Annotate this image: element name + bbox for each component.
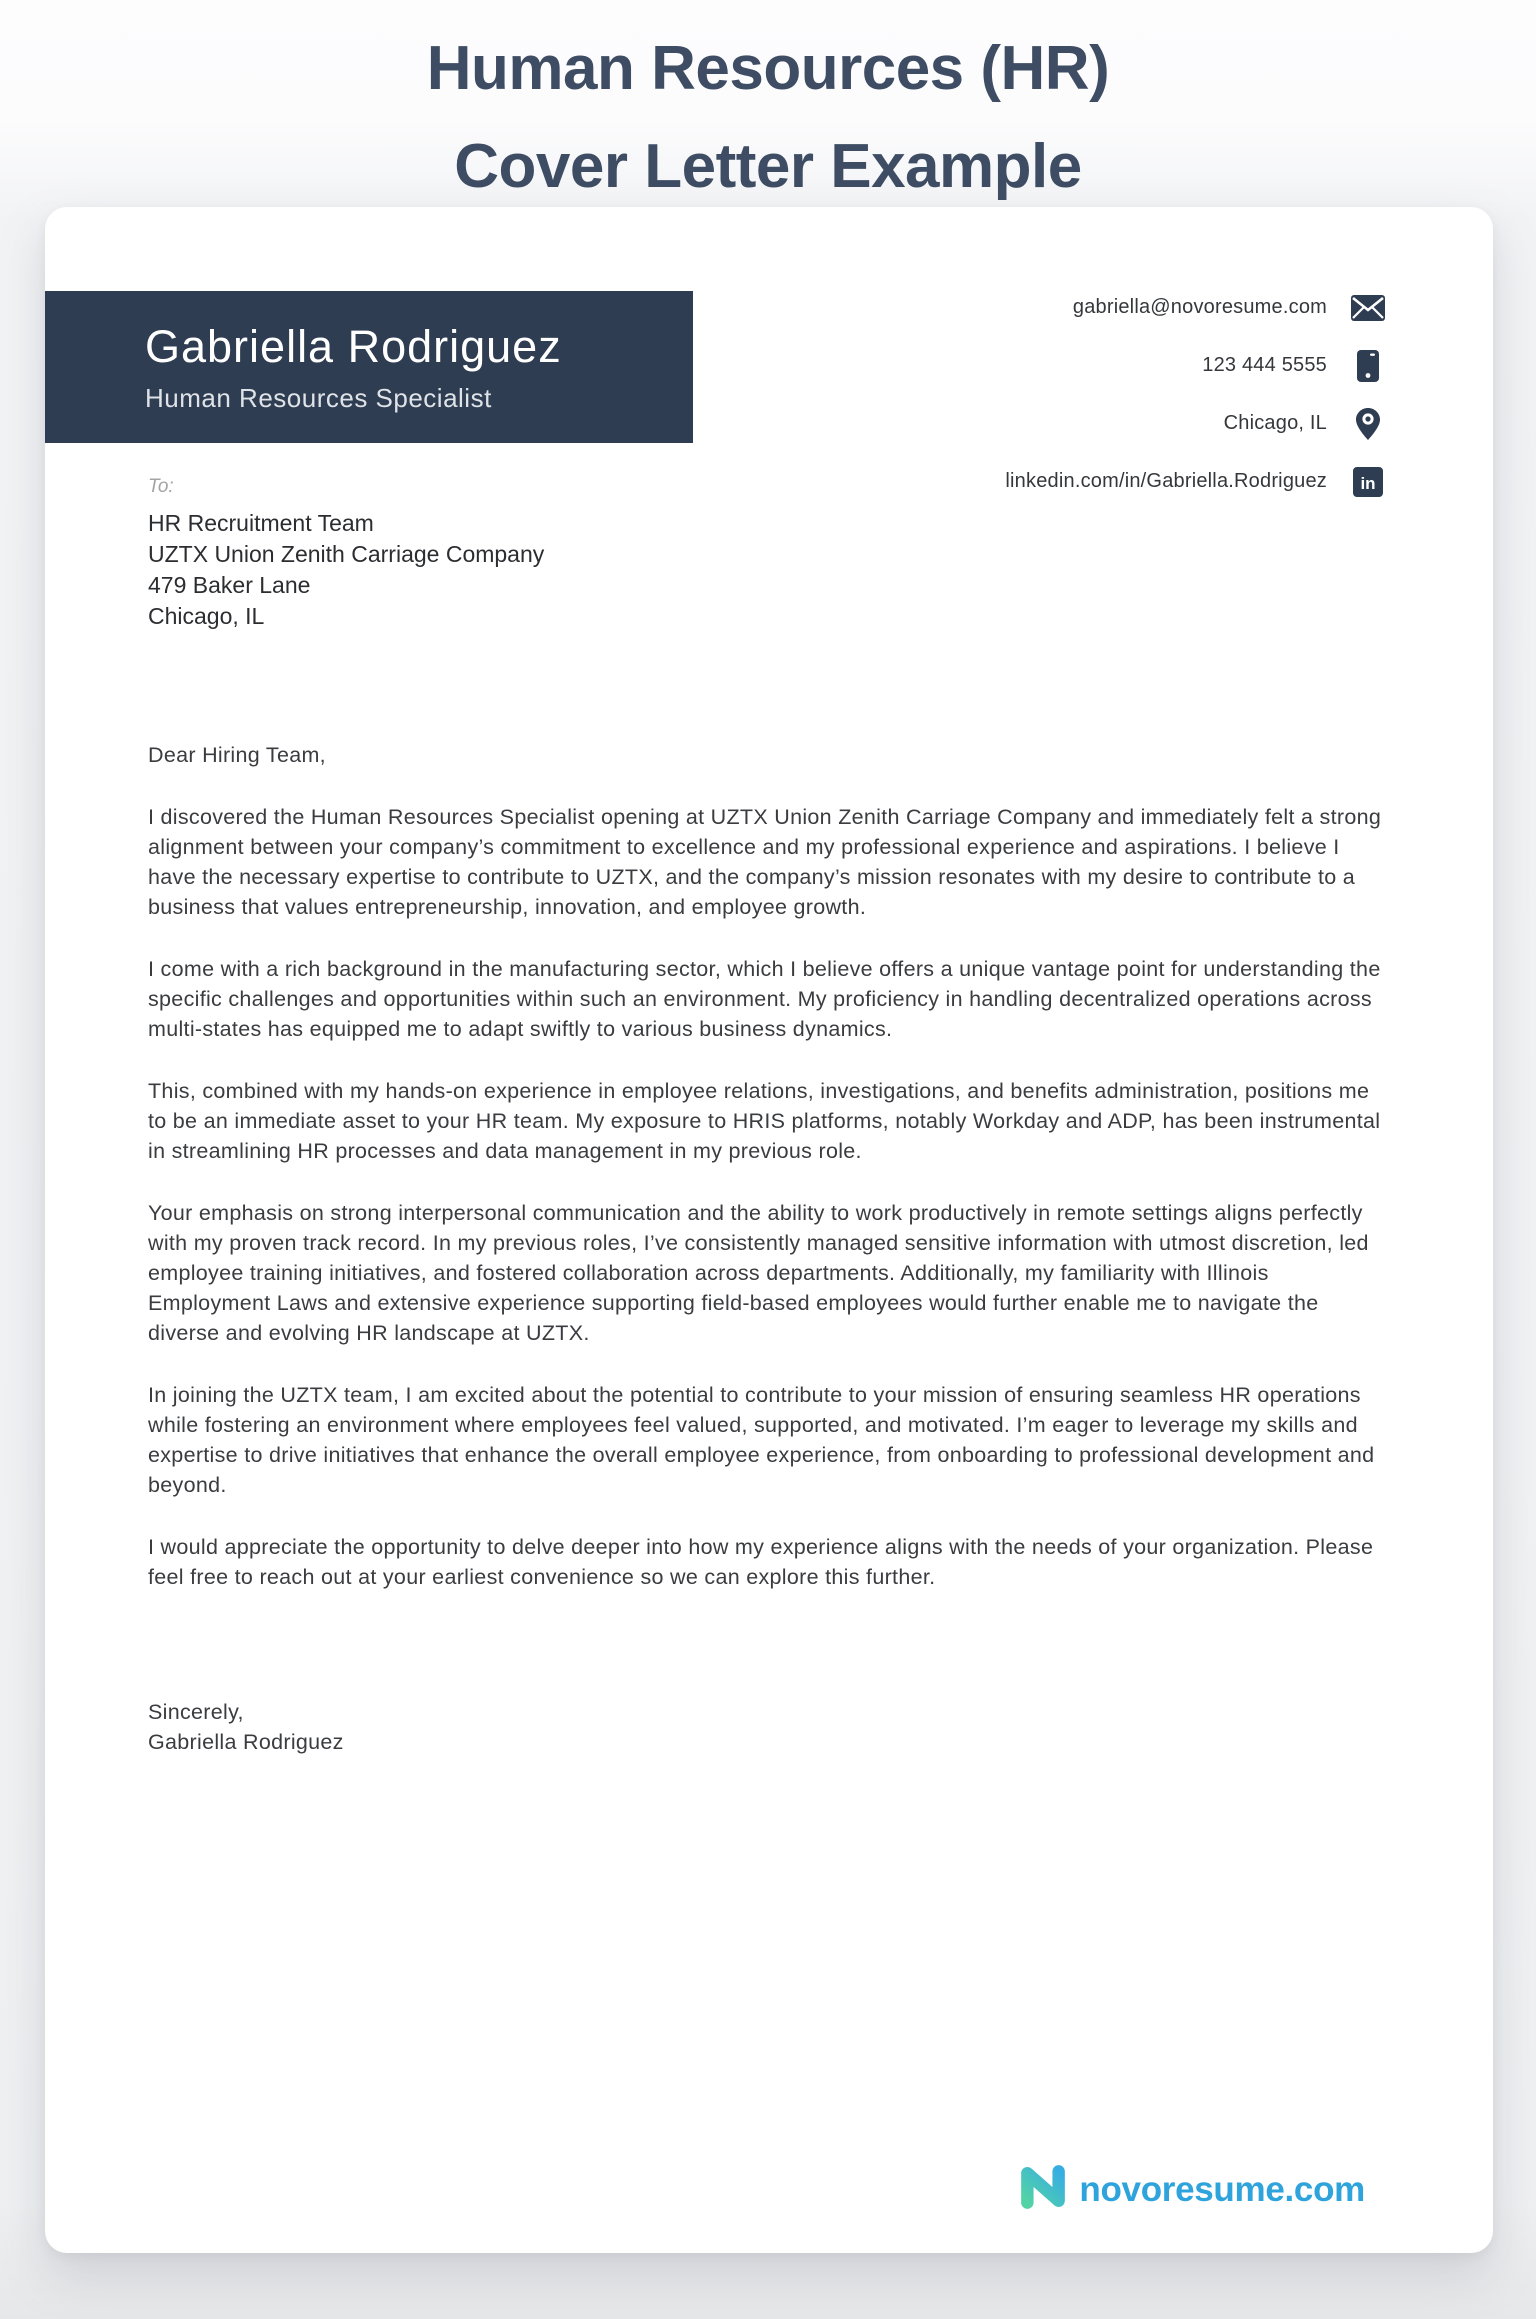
paragraph-2: I come with a rich background in the manufacturing sector, which I believe offers a unique vantage point for understanding the specific challenges and opportunities within such an environment. My proficiency in handling decentralized operations across multi-states has equipped me to adapt swiftly to various business dynamics.: [148, 957, 1381, 1041]
contact-email: gabriella@novoresume.com: [1072, 296, 1327, 318]
letter-body: [148, 740, 1393, 1757]
paragraph-5: In joining the UZTX team, I am excited about the potential to contribute to your mission of ensuring seamless HR operations while fostering an environment where employees feel valued, supported, and motivated. I’m eager to leverage my skills and expertise to drive initiatives that enhance the overall employee experience, from onboarding to professional development and beyond.: [148, 1383, 1375, 1497]
to-label: To:: [148, 476, 174, 497]
page-title: [0, 20, 1536, 216]
signature-name: Gabriella Rodriguez: [148, 1730, 344, 1754]
contact-phone: 123 444 5555: [1202, 354, 1327, 376]
paragraph-3: This, combined with my hands-on experience in employee relations, investigations, and benefits administration, positions me to be an immediate asset to your HR team. My exposure to HRIS platforms, notably Workday and ADP, has been instrumental in streamlining HR processes and data management in my previous role.: [148, 1079, 1381, 1163]
recipient-block: [148, 476, 544, 632]
salutation: Dear Hiring Team,: [148, 743, 326, 767]
contact-linkedin: linkedin.com/in/Gabriella.Rodriguez: [1005, 470, 1327, 492]
svg-text:in: in: [1360, 473, 1376, 493]
contact-row-email: [1005, 292, 1385, 323]
page-title-line1: Human Resources (HR): [426, 34, 1110, 103]
contact-row-phone: [1005, 350, 1385, 381]
paragraph-4: Your emphasis on strong interpersonal communication and the ability to work productively in remote settings aligns perfectly with my proven track record. In my previous roles, I’ve consistently managed sensitive information with utmost discretion, led employee training initiatives, and fostered collaboration across departments. Additionally, my familiarity with Illinois Employment Laws and extensive experience supporting field-based employees would further enable me to navigate the diverse and evolving HR landscape at UZTX.: [148, 1201, 1369, 1345]
novoresume-n-icon: [1020, 2164, 1066, 2215]
recipient-line: HR Recruitment Team: [148, 510, 374, 536]
contact-row-location: [1005, 408, 1385, 439]
closing: Sincerely,: [148, 1700, 244, 1724]
email-icon: [1351, 291, 1385, 325]
recipient-line: Chicago, IL: [148, 603, 265, 629]
location-icon: [1351, 407, 1385, 441]
candidate-name: Gabriella Rodriguez: [145, 320, 562, 372]
brand-logo[interactable]: [1020, 2164, 1365, 2215]
signature-block: [148, 1697, 1393, 1757]
contact-list: [1005, 292, 1385, 497]
recipient-line: 479 Baker Lane: [148, 572, 311, 598]
cover-letter-card: [45, 207, 1493, 2253]
brand-text: novoresume.com: [1079, 2169, 1365, 2209]
phone-icon: [1351, 349, 1385, 383]
linkedin-icon: [1351, 465, 1385, 499]
contact-row-linkedin: [1005, 466, 1385, 497]
recipient-line: UZTX Union Zenith Carriage Company: [148, 541, 545, 567]
paragraph-1: I discovered the Human Resources Specialist opening at UZTX Union Zenith Carriage Company and immediately felt a strong alignment between your company’s commitment to excellence and my professional experience and aspirations. I believe I have the necessary expertise to contribute to UZTX, and the company’s mission resonates with my desire to contribute to a business that values entrepreneurship, innovation, and employee growth.: [148, 805, 1382, 919]
recipient-lines: [148, 508, 544, 632]
paragraph-6: I would appreciate the opportunity to delve deeper into how my experience aligns with the needs of your organization. Please feel free to reach out at your earliest convenience so we can explore this further.: [148, 1535, 1374, 1589]
name-block: [45, 291, 693, 443]
page-title-line2: Cover Letter Example: [454, 132, 1082, 201]
candidate-job-title: Human Resources Specialist: [145, 382, 492, 413]
contact-location: Chicago, IL: [1223, 412, 1327, 434]
